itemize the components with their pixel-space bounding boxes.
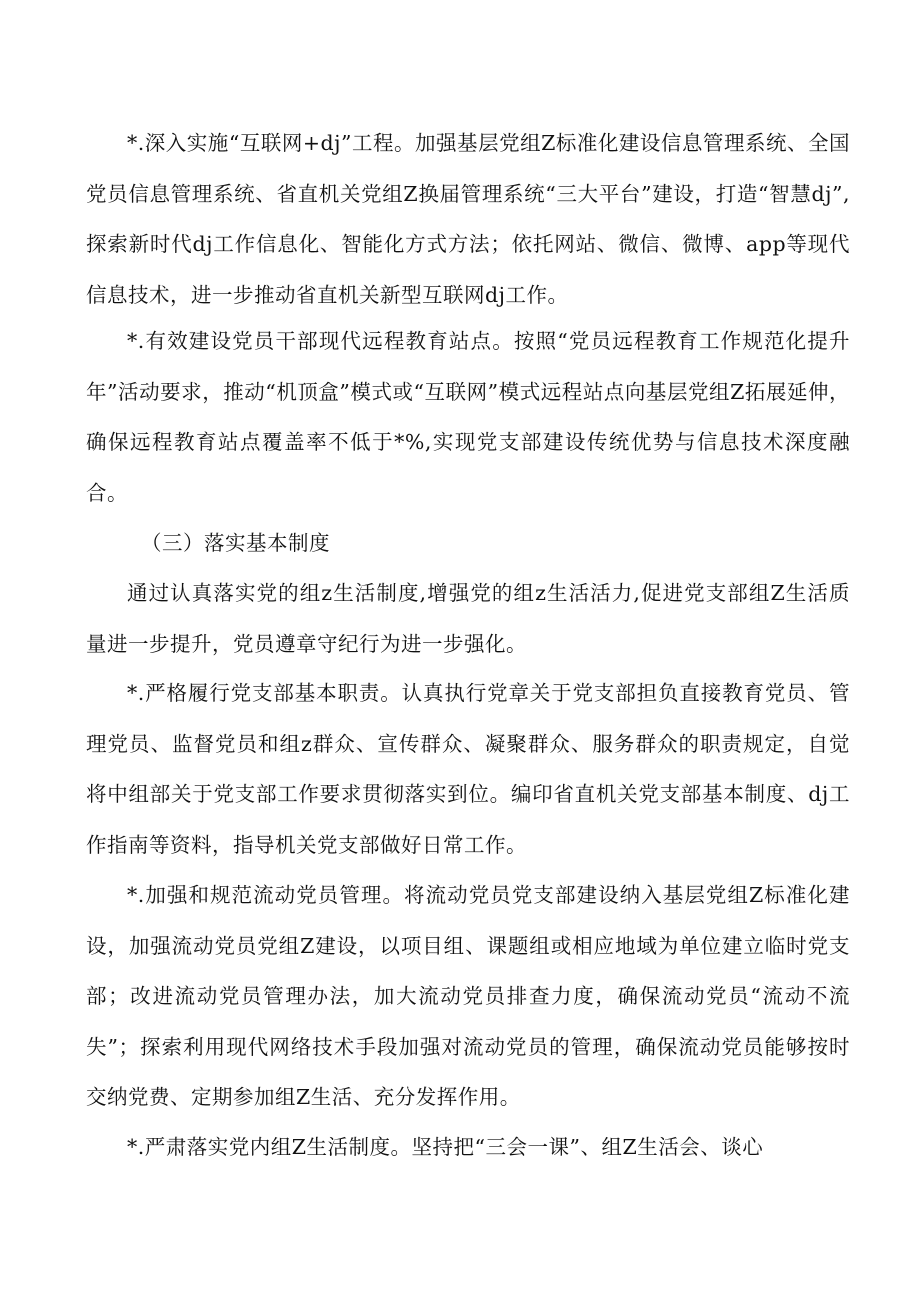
paragraph-remote-education-sites: *.有效建设党员干部现代远程教育站点。按照“党员远程教育工作规范化提升年”活动要求，推动“机顶盒”模式或“互联网”模式远程站点向基层党组Z拓展延伸，确保远程教育站点覆盖率不低于*%,实现党支部建设传统优势与信息技术深度融合。	[86, 329, 850, 505]
paragraph-branch-duties: *.严格履行党支部基本职责。认真执行党章关于党支部担负直接教育党员、管理党员、监督党员和组z群众、宣传群众、凝聚群众、服务群众的职责规定，自觉将中组部关于党支部工作要求贯彻落实到位。编印省直机关党支部基本制度、dj工作指南等资料，指导机关党支部做好日常工作。	[86, 681, 850, 857]
paragraph-internet-dj-project: *.深入实施“互联网+dj”工程。加强基层党组Z标准化建设信息管理系统、全国党员信息管理系统、省直机关党组Z换届管理系统“三大平台”建设，打造“智慧dj”,探索新时代dj工作信息化、智能化方式方法；依托网站、微信、微博、app等现代信息技术，进一步推动省直机关新型互联网dj工作。	[86, 131, 850, 307]
paragraph-organization-life-intro: 通过认真落实党的组z生活制度,增强党的组z生活活力,促进党支部组Z生活质量进一步提升，党员遵章守纪行为进一步强化。	[86, 581, 850, 656]
section-heading-basic-systems: （三）落实基本制度	[141, 531, 330, 555]
paragraph-party-organization-life: *.严肃落实党内组Z生活制度。坚持把“三会一课”、组Z生活会、谈心	[127, 1135, 764, 1159]
paragraph-mobile-member-management: *.加强和规范流动党员管理。将流动党员党支部建设纳入基层党组Z标准化建设，加强流动党员党组Z建设，以项目组、课题组或相应地域为单位建立临时党支部；改进流动党员管理办法，加大流动党员排查力度，确保流动党员“流动不流失”；探索利用现代网络技术手段加强对流动党员的管理，确保流动党员能够按时交纳党费、定期参加组Z生活、充分发挥作用。	[86, 883, 850, 1109]
